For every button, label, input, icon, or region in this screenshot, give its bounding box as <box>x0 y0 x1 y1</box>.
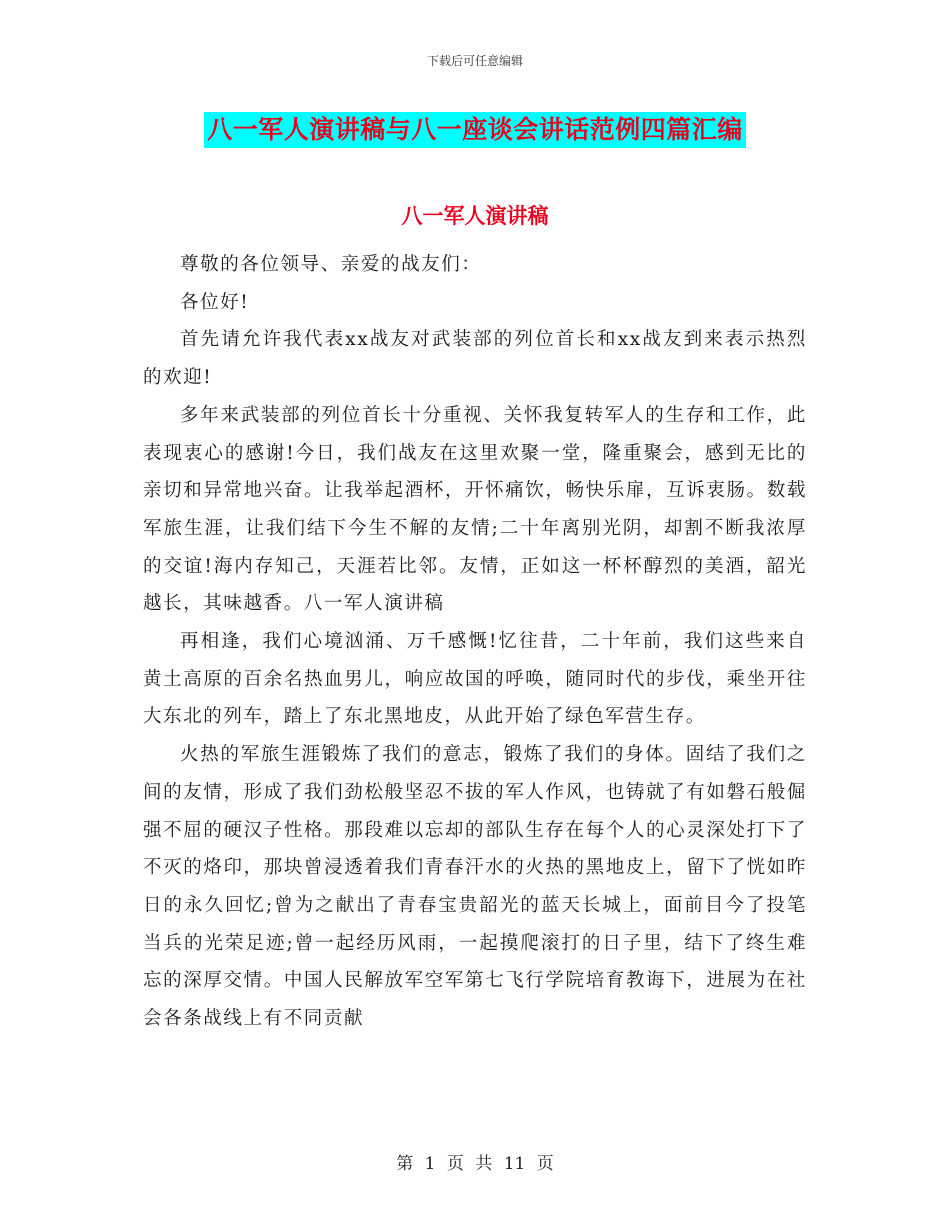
paragraph: 多年来武装部的列位首长十分重视、关怀我复转军人的生存和工作，此表现衷心的感谢!今日，我们战友在这里欢聚一堂，隆重聚会，感到无比的亲切和异常地兴奋。让我举起酒杯，开怀痛饮，畅快乐扉，互诉衷肠。数载军旅生涯，让我们结下今生不解的友情;二十年离别光阴，却割不断我浓厚的交谊!海内存知己，天涯若比邻。友情，正如这一杯杯醇烈的美酒，韶光越长，其味越香。八一军人演讲稿 <box>143 404 807 615</box>
paragraph-greeting: 各位好! <box>180 291 250 313</box>
paragraph: 再相逢，我们心境汹涌、万千感慨!忆往昔，二十年前，我们这些来自黄土高原的百余名热血男儿，响应故国的呼唤，随同时代的步伐，乘坐开往大东北的列车，踏上了东北黑地皮，从此开始了绿色军营生存。 <box>143 631 807 728</box>
document-title-text: 八一军人演讲稿与八一座谈会讲话范例四篇汇编 <box>204 112 746 148</box>
section-title: 八一军人演讲稿 <box>401 204 549 228</box>
header-note: 下载后可任意编辑 <box>426 54 523 68</box>
paragraph-salutation: 尊敬的各位领导、亲爱的战友们： <box>180 254 482 275</box>
document-title <box>0 112 950 151</box>
paragraph: 火热的军旅生涯锻炼了我们的意志，锻炼了我们的身体。固结了我们之间的友情，形成了我们劲松般坚忍不拔的军人作风，也铸就了有如磐石般倔强不屈的硬汉子性格。那段难以忘却的部队生存在每个人的心灵深处打下了不灭的烙印，那块曾浸透着我们青春汗水的火热的黑地皮上，留下了恍如昨日的永久回忆;曾为之献出了青春宝贵韶光的蓝天长城上，面前目今了投笔当兵的光荣足迹;曾一起经历风雨，一起摸爬滚打的日子里，结下了终生难忘的深厚交情。中国人民解放军空军第七飞行学院培育教诲下，进展为在社会各条战线上有不同贡献 <box>143 744 807 1030</box>
page-footer: 第 1 页 共 11 页 <box>396 1154 554 1174</box>
paragraph: 首先请允许我代表xx战友对武装部的列位首长和xx战友到来表示热烈的欢迎! <box>143 329 807 389</box>
body-text <box>143 246 807 1038</box>
